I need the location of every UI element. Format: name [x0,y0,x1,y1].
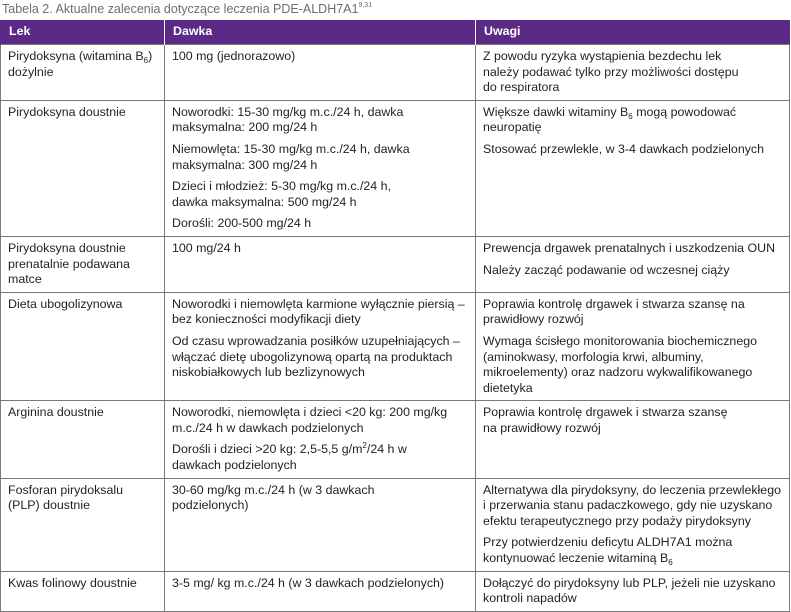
cell-dawka [165,571,476,611]
dawka-text: Niemowlęta: 15-30 mg/kg m.c./24 h, dawka maksymalna: 300 mg/24 h [172,141,410,172]
uwagi-text: Z powodu ryzyka wystąpienia bezdechu lek należy podawać tylko przy możliwości dostępu do respiratora [483,49,739,95]
cell-lek: Kwas folinowy doustnie [1,571,165,611]
cell-lek: Pirydoksyna doustnie [1,100,165,236]
caption-text: Tabela 2. Aktualne zalecenia dotyczące leczenia PDE-ALDH7A1 [2,2,359,16]
header-uwagi: Uwagi [476,20,790,45]
cell-lek: Arginina doustnie [1,401,165,478]
uwagi-text: Dołączyć do pirydoksyny lub PLP, jeżeli nie uzyskano kontroli napadów [483,575,776,606]
table-header [1,20,790,45]
caption-references: 9,31 [358,2,373,9]
dawka-text: 3-5 mg/ kg m.c./24 h (w 3 dawkach podzielonych) [172,575,445,590]
cell-dawka [165,478,476,571]
dawka-text: 100 mg (jednorazowo) [172,49,296,63]
table-row [1,236,790,292]
uwagi-text: Większe dawki witaminy $B_6$ mogą powodować neuropatię [483,104,737,135]
cell-uwagi [476,100,790,236]
cell-dawka [165,401,476,478]
cell-dawka [165,45,476,101]
cell-dawka [165,292,476,401]
cell-uwagi [476,571,790,611]
dawka-text: Noworodki, niemowlęta i dzieci <20 kg: 200 mg/kg m.c./24 h w dawkach podzielonych [172,405,448,435]
header-row [1,20,790,45]
header-lek: Lek [1,20,165,45]
uwagi-text: Wymaga ścisłego monitorowania biochemicznego (aminokwasy, morfologia krwi, albuminy, mikroelementy) oraz nadzoru wykwalifikowanego dietetyka [483,333,757,395]
dawka-text: 30-60 mg/kg m.c./24 h (w 3 dawkach podzielonych) [172,482,375,513]
cell-dawka [165,236,476,292]
cell-uwagi [476,236,790,292]
dawka-text: 100 mg/24 h [172,240,241,255]
dawka-text: Dzieci i młodzież: 5-30 mg/kg m.c./24 h, dawka maksymalna: 500 mg/24 h [172,179,391,209]
dawka-text: Noworodki i niemowlęta karmione wyłącznie piersią – bez konieczności modyfikacji diety [172,296,465,327]
header-dawka: Dawka [165,20,476,45]
table-row [1,45,790,101]
dawka-text: Dorośli: 200-500 mg/24 h [172,216,312,231]
treatment-table [0,20,790,612]
table-row [1,292,790,401]
cell-uwagi [476,478,790,571]
cell-uwagi [476,45,790,101]
uwagi-text: Alternatywa dla pirydoksyny, do leczenia przewlekłego i przerwania stanu padaczkowego, gdy nie uzyskano efektu terapeutycznego przy podaży pirydoksyny [483,482,781,528]
cell-dawka [165,100,476,236]
table-row [1,571,790,611]
uwagi-text: Stosować przewlekle, w 3-4 dawkach podzielonych [483,141,764,156]
dawka-text: Od czasu wprowadzania posiłków uzupełniających – włączać dietę ubogolizynową opartą na produktach niskobiałkowych lub bezlizynowych [172,333,460,380]
uwagi-text: Przy potwierdzeniu deficytu ALDH7A1 można kontynuować leczenie witaminą $B_6$ [483,535,733,568]
table-caption [2,1,372,17]
cell-lek: Pirydoksyna doustnie prenatalnie podawana matce [1,236,165,292]
table-row [1,478,790,571]
table-row [1,100,790,236]
cell-lek: Dieta ubogolizynowa [1,292,165,401]
uwagi-text: Poprawia kontrolę drgawek i stwarza szansę na prawidłowy rozwój [483,296,745,327]
cell-lek: Fosforan pirydoksalu (PLP) doustnie [1,478,165,571]
table-row [1,401,790,478]
cell-lek: Pirydoksyna (witamina $B_6$) dożylnie [1,45,165,101]
dawka-text: Noworodki: 15-30 mg/kg m.c./24 h, dawka maksymalna: 200 mg/24 h [172,104,404,135]
uwagi-text: Należy zacząć podawanie od wczesnej ciąży [483,262,730,277]
cell-uwagi [476,292,790,401]
uwagi-text: Poprawia kontrolę drgawek i stwarza szansę na prawidłowy rozwój [483,405,728,435]
dawka-text: Dorośli i dzieci >20 kg: 2,5-5,5 $g/m^2/24$ h w dawkach podzielonych [172,441,407,473]
uwagi-text: Prewencja drgawek prenatalnych i uszkodzenia OUN [483,240,776,255]
cell-uwagi [476,401,790,478]
